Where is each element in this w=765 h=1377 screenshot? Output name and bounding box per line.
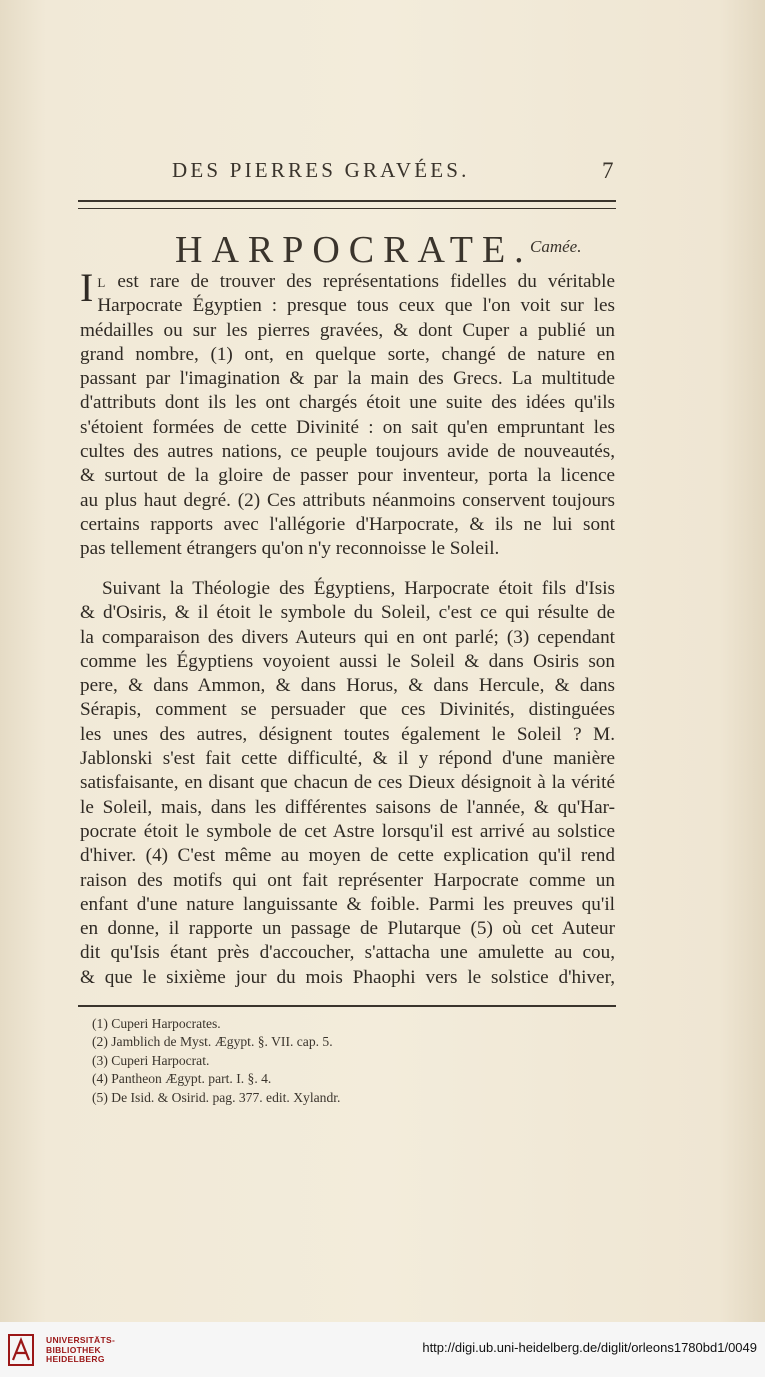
text-line: pas tellement étrangers qu'on n'y reconnoisse le Soleil. [80, 538, 500, 560]
text-line: enfant d'une nature languissante & foible. Parmi les preuves qu'il [80, 893, 615, 915]
text-line: Jablonski s'est fait cette difficulté, & il y répond d'une manière [80, 748, 615, 770]
section-subtitle: Camée. [530, 237, 582, 256]
text-line: le Soleil, mais, dans les différentes saisons de l'année, & qu'Har- [80, 796, 615, 818]
text-line: pere, & dans Ammon, & dans Horus, & dans Hercule, & dans [80, 675, 615, 697]
text-line: dit qu'Isis étant près d'accoucher, s'attacha une amulette au cou, [80, 942, 615, 964]
text-line-rest: est rare de trouver des représentations fidelles du véritable [106, 271, 615, 292]
text-line: satisfaisante, en disant que chacun de ces Dieux désignoit à la vérité [80, 772, 615, 794]
text-line: raison des motifs qui ont fait représenter Harpocrate comme un [80, 869, 615, 891]
text-line: grand nombre, (1) ont, en quelque sorte, changé de nature en [80, 343, 615, 365]
text-line: la comparaison des divers Auteurs qui en ont parlé; (3) cependant [80, 626, 615, 648]
text-line: les unes des autres, désignent toutes également le Soleil ? M. [80, 723, 615, 745]
library-logo-icon [8, 1334, 34, 1366]
text-line: Sérapis, comment se persuader que ces Divinités, distinguées [80, 699, 615, 721]
text-line: en donne, il rapporte un passage de Plutarque (5) où cet Auteur [80, 918, 615, 940]
text-line: & surtout de la gloire de passer pour inventeur, porta la licence [80, 465, 615, 487]
library-name-line: HEIDELBERG [46, 1354, 105, 1364]
page-url-link[interactable]: http://digi.ub.uni-heidelberg.de/diglit/orleons1780bd1/0049 [422, 1340, 757, 1355]
footnotes [92, 1015, 572, 1107]
footnote: (5) De Isid. & Osirid. pag. 377. edit. Xylandr. [92, 1089, 341, 1105]
running-head: DES PIERRES GRAVÉES. [172, 158, 470, 182]
small-cap-text: L [97, 275, 107, 290]
library-name [46, 1336, 115, 1365]
text-line: cultes des autres nations, ce peuple toujours avide de nouveautés, [80, 441, 615, 463]
text-line [80, 270, 615, 294]
text-line: d'hiver. (4) C'est même au moyen de cette explication qu'il rend [80, 845, 615, 867]
footnote-rule [78, 1005, 616, 1007]
footnote: (3) Cuperi Harpocrat. [92, 1052, 210, 1068]
drop-cap: I [80, 265, 94, 310]
page-number: 7 [602, 158, 614, 183]
text-line: passant par l'imagination & par la main des Grecs. La multitude [80, 368, 615, 390]
text-line: au plus haut degré. (2) Ces attributs néanmoins conservent toujours [80, 489, 615, 511]
text-line: d'attributs dont ils les ont chargés étoit une suite des idées qu'ils [80, 392, 615, 414]
text-line: certains rapports avec l'allégorie d'Harpocrate, & ils ne lui sont [80, 513, 615, 535]
footnote: (1) Cuperi Harpocrates. [92, 1016, 221, 1031]
text-line: Suivant la Théologie des Égyptiens, Harpocrate étoit fils d'Isis [102, 578, 615, 599]
text-line: pocrate étoit le symbole de cet Astre lorsqu'il est arrivé au solstice [80, 820, 615, 842]
text-line: s'étoient formées de cette Divinité : on sait qu'en empruntant les [80, 416, 615, 438]
library-name-line: BIBLIOTHEK [46, 1344, 101, 1355]
text-line: médailles ou sur les pierres gravées, & dont Cuper a publié un [80, 319, 615, 341]
text-line: & que le sixième jour du mois Phaophi vers le solstice d'hiver, [80, 966, 615, 988]
text-line: Harpocrate Égyptien : presque tous ceux que l'on voit sur les [97, 295, 615, 317]
text-line: & d'Osiris, & il étoit le symbole du Soleil, c'est ce qui résulte de [80, 602, 615, 624]
viewer-footer [0, 1322, 765, 1377]
footnote: (2) Jamblich de Myst. Ægypt. §. VII. cap. 5. [92, 1034, 333, 1050]
section-title: HARPOCRATE. [175, 229, 533, 271]
library-name-line: UNIVERSITÄTS- [46, 1335, 116, 1345]
text-line: comme les Égyptiens voyoient aussi le Soleil & dans Osiris son [80, 650, 615, 672]
paragraph-1 [80, 265, 615, 562]
header-rule [78, 200, 616, 209]
paragraph-2 [80, 577, 615, 990]
footnote: (4) Pantheon Ægypt. part. I. §. 4. [92, 1071, 272, 1087]
